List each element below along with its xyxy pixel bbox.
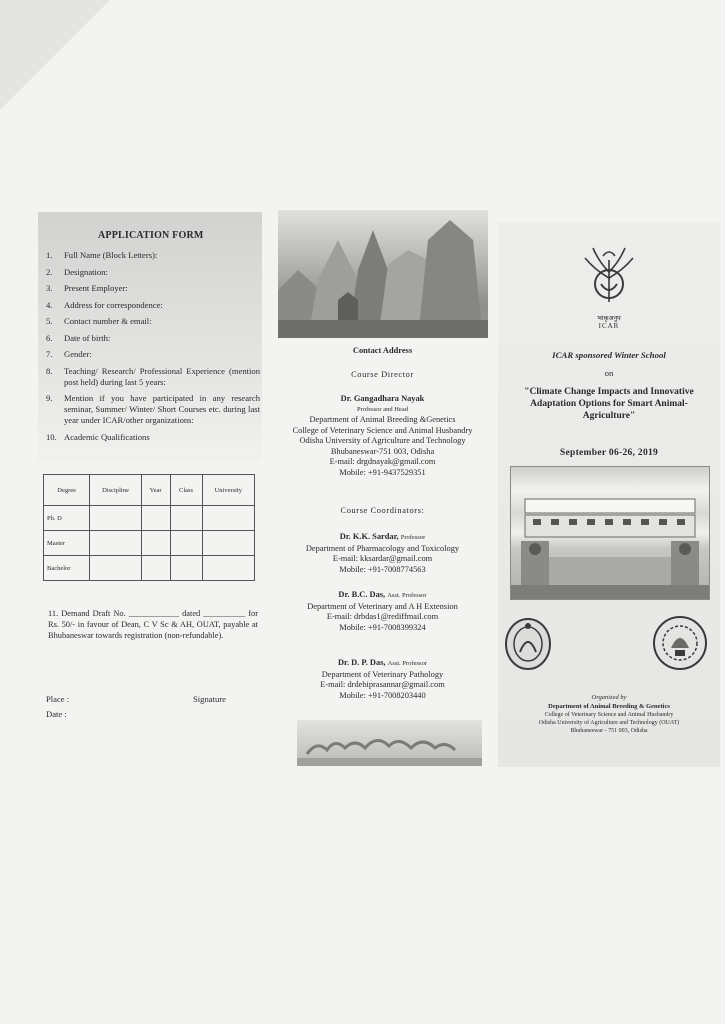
item-number: 4. xyxy=(46,299,53,310)
form-item xyxy=(46,366,260,388)
university-emblem-icon xyxy=(502,616,554,672)
director-role: Professor and Head xyxy=(357,405,408,413)
form-item xyxy=(46,349,260,360)
item-text: Gender: xyxy=(64,349,92,359)
coordinator-mobile: Mobile: +91-7008774563 xyxy=(339,564,426,574)
coordinator-block xyxy=(270,590,495,633)
organizer-univ: Odisha University of Agriculture and Technology (OUAT) xyxy=(538,720,680,726)
coordinator-email: E-mail: kksardar@gmail.com xyxy=(332,554,433,563)
form-item xyxy=(46,432,260,443)
coordinators-heading: Course Coordinators: xyxy=(340,506,425,515)
coordinator-mobile: Mobile: +91-7008399324 xyxy=(339,622,426,632)
organizer-city: Bhubaneswar - 751 003, Odisha xyxy=(570,728,648,734)
qualifications-table xyxy=(43,474,255,581)
form-item xyxy=(46,316,260,327)
table-cell xyxy=(170,556,202,581)
table-header-row xyxy=(44,475,255,506)
signature-label: Signature xyxy=(193,694,226,704)
coordinator-name: Dr. K.K. Sardar, xyxy=(339,532,399,541)
table-cell xyxy=(141,556,170,581)
application-form-panel xyxy=(38,212,262,732)
item-text: Contact number & email: xyxy=(64,316,152,326)
director-dept: Department of Animal Breeding &Genetics xyxy=(309,415,456,424)
coordinator-name: Dr. D. P. Das, xyxy=(337,658,386,667)
form-item xyxy=(46,393,260,426)
form-item xyxy=(46,300,260,311)
item-number: 5. xyxy=(46,316,53,326)
item-number: 1. xyxy=(46,250,53,260)
school-dates: September 06-26, 2019 xyxy=(559,448,659,458)
item-text: Academic Qualifications xyxy=(64,431,150,442)
item-number: 8. xyxy=(46,365,53,376)
row-label: Master xyxy=(44,531,90,556)
table-cell xyxy=(90,531,141,556)
logo-text: ICAR xyxy=(598,322,620,330)
logo-hindi-text: भाकृअनुप xyxy=(597,315,621,322)
column-header: Discipline xyxy=(90,475,141,506)
item-text: Address for correspondence: xyxy=(64,299,163,310)
item-number: 2. xyxy=(46,266,53,277)
table-row xyxy=(44,531,255,556)
ouat-logo-left xyxy=(498,616,558,677)
table-cell xyxy=(170,531,202,556)
form-item xyxy=(46,333,260,344)
coordinator-block xyxy=(270,658,495,701)
item-text: Mention if you have participated in any research seminar, Summer/ Winter/ Short Courses etc. during last year under ICAR/other organizations: xyxy=(64,393,260,425)
coordinator-email: E-mail: drbdas1@rediffmail.com xyxy=(326,612,439,621)
item-number: 3. xyxy=(46,283,53,293)
sponsor-line: ICAR sponsored Winter School xyxy=(552,350,666,360)
contact-heading: Contact Address xyxy=(352,346,413,355)
director-block xyxy=(270,394,495,478)
place-label: Place : xyxy=(46,694,70,704)
cover-panel xyxy=(498,222,720,767)
item-number: 9. xyxy=(46,393,53,403)
demand-draft-text: 11. Demand Draft No. ____________ dated __________ for Rs. 50/- in favour of Dean, C V Sc & AH, OUAT, payable at Bhubaneswar towards registration (non-refundable). xyxy=(48,609,258,640)
on-text: on xyxy=(604,368,614,378)
item-text: Date of birth: xyxy=(64,332,111,343)
director-univ: Odisha University of Agriculture and Technology xyxy=(299,436,466,445)
item-number: 6. xyxy=(46,332,53,343)
coordinator-role: Professor xyxy=(400,534,426,541)
director-heading: Course Director xyxy=(351,370,414,379)
college-emblem-icon xyxy=(651,614,709,672)
table-cell xyxy=(170,506,202,531)
organizer-dept: Department of Animal Breeding & Genetics xyxy=(548,703,670,710)
decorative-animals-image xyxy=(297,720,482,766)
row-label: Bachelor xyxy=(44,556,90,581)
coordinator-email: E-mail: drdebiprasannar@gmail.com xyxy=(320,680,445,689)
table-row xyxy=(44,506,255,531)
form-item xyxy=(46,283,260,294)
coordinator-mobile: Mobile: +91-7008203440 xyxy=(339,690,426,700)
table-cell xyxy=(141,506,170,531)
coordinator-dept: Department of Veterinary Pathology xyxy=(321,669,444,679)
coordinator-dept: Department of Pharmacology and Toxicology xyxy=(305,543,460,553)
college-building-photo xyxy=(510,466,710,600)
folded-corner xyxy=(0,0,110,110)
building-illustration xyxy=(511,467,709,599)
date-label: Date : xyxy=(46,709,67,719)
form-title: APPLICATION FORM xyxy=(98,230,204,241)
organized-by: Organized by xyxy=(591,694,627,701)
temple-illustration xyxy=(278,210,488,338)
item-text: Present Employer: xyxy=(64,283,128,293)
item-text: Full Name (Block Letters): xyxy=(64,250,158,260)
table-cell xyxy=(202,531,254,556)
coordinator-role: Asst. Professor xyxy=(387,660,427,667)
director-name: Dr. Gangadhara Nayak xyxy=(340,394,425,403)
table-cell xyxy=(90,556,141,581)
organizer-college: College of Veterinary Science and Animal Husbandry xyxy=(544,712,674,718)
wheat-logo-icon xyxy=(579,242,639,308)
row-label: Ph. D xyxy=(44,506,90,531)
item-text: Teaching/ Research/ Professional Experience (mention post held) during last 5 years: xyxy=(64,365,260,387)
table-row xyxy=(44,556,255,581)
coordinator-role: Asst. Professor xyxy=(387,592,427,599)
column-header: Year xyxy=(141,475,170,506)
item-number: 7. xyxy=(46,349,53,359)
director-email: E-mail: drgdnayak@gmail.com xyxy=(329,457,436,466)
table-cell xyxy=(202,506,254,531)
school-title: "Climate Change Impacts and Innovative Adaptation Options for Smart Animal- Agriculture" xyxy=(524,387,694,421)
coordinator-name: Dr. B.C. Das, xyxy=(338,590,386,599)
icar-logo xyxy=(498,242,720,330)
coordinator-block xyxy=(270,532,495,575)
form-items xyxy=(46,250,260,448)
animals-illustration xyxy=(297,720,482,766)
column-header: Degree xyxy=(44,475,90,506)
director-mobile: Mobile: +91-9437529351 xyxy=(339,467,426,477)
temple-photo xyxy=(278,210,488,338)
director-city: Bhubaneswar-751 003, Odisha xyxy=(330,446,435,456)
table-cell xyxy=(141,531,170,556)
column-header: Class xyxy=(170,475,202,506)
contact-panel xyxy=(270,210,495,770)
form-item xyxy=(46,250,260,261)
item-text: Designation: xyxy=(64,266,108,277)
college-logo-right xyxy=(648,614,712,677)
column-header: University xyxy=(202,475,254,506)
table-cell xyxy=(202,556,254,581)
table-cell xyxy=(90,506,141,531)
item-number: 10. xyxy=(46,431,57,442)
coordinator-dept: Department of Veterinary and A H Extension xyxy=(307,601,458,611)
director-college: College of Veterinary Science and Animal Husbandry xyxy=(292,425,473,435)
form-item xyxy=(46,267,260,278)
